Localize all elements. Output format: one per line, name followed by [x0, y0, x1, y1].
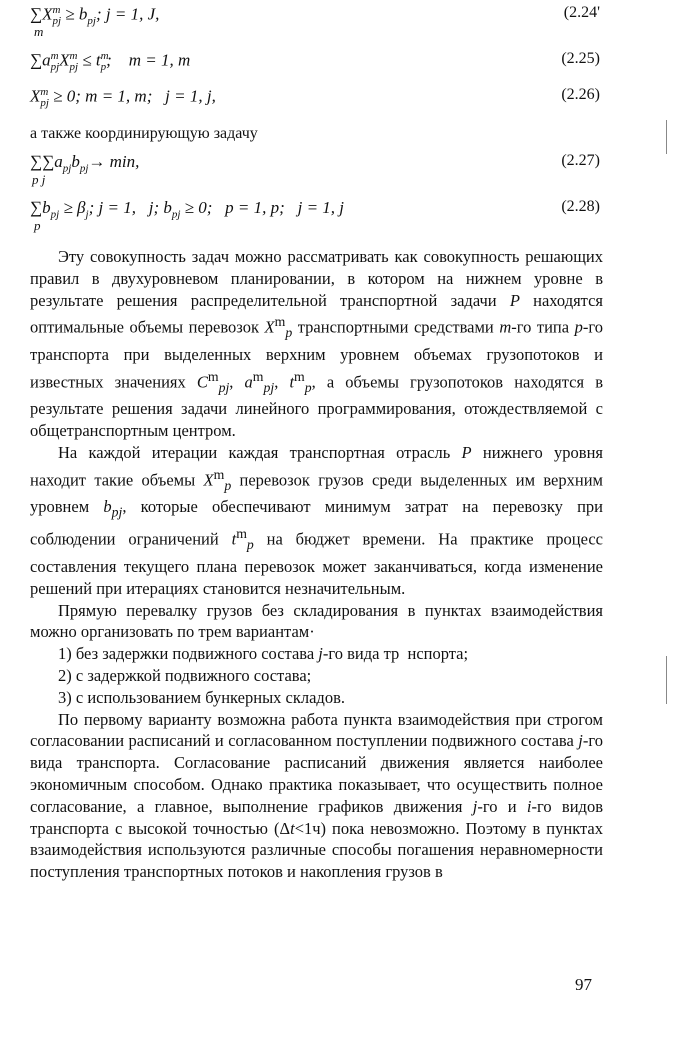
scan-margin-line [666, 120, 667, 154]
equation-under-index: m [34, 24, 44, 39]
equation-2-27 [30, 152, 600, 187]
list-item: 1) без задержки подвижного состава j-го вида тр нспорта; [58, 644, 469, 664]
equation-formula: $\sum b_{pj} \ge \beta_j$; j = 1, j; $b_{pj} \ge 0$; p = 1, p; j = 1, j [30, 198, 345, 221]
equation-2-28 [30, 198, 600, 233]
paragraph-1: Эту совокупность задач можно рассматривать как совокупность решающих правил в двухуровневом планировании, в котором на нижнем уровне в результате решения распределительной транспортной задачи P находятся оптимальные объемы перевозок $X^m_p$ транспортными средствами m-го типа p-го транспорта при выделенных верхним уровнем объемах грузопотоков и известных значениях $C^m_{pj}$, $a^m_{pj}$, $t^m_p$, а объемы грузопотоков находятся в результате решения задачи линейного программирования, отождествляемой с общетранспортным центром. [30, 247, 604, 441]
list-item: 3) с использованием бункерных складов. [58, 687, 345, 707]
equation-number: (2.26) [561, 86, 600, 103]
list-item: 2) с задержкой подвижного состава; [58, 666, 312, 686]
paragraph-4: По первому варианту возможна работа пункта взаимодействия при строгом согласовании расписаний и согласованном поступлении подвижного состава j-го вида транспорта. Согласование расписаний движения является наиболее экономичным способом. Однако практика показывает, что осуществить полное согласование, а главное, выполнение графиков движения j-го и i-го видов транспорта с высокой точностью (Δt<1ч) пока невозможно. Поэтому в пунктах взаимодействия используются различные способы погашения неравномерности поступления транспортных потоков и накопления грузов в [30, 709, 604, 882]
equation-formula: $X^m_{pj} \ge 0$; m = 1, m; j = 1, j, [30, 86, 216, 110]
body-text [30, 246, 603, 883]
equation-number: (2.28) [561, 198, 600, 215]
equation-2-26 [30, 86, 600, 112]
equation-number: (2.24' [563, 4, 600, 21]
scan-margin-line [666, 656, 667, 704]
page-number: 97 [575, 975, 592, 994]
equation-formula: $\sum a^m_{pj}X^m_{pj} \le t^m_p$; m = 1, m [30, 50, 191, 74]
paragraph-2: На каждой итерации каждая транспортная отрасль P нижнего уровня находит такие объемы $X^m_p$ перевозок грузов среди выделенных им верхним уровнем $b_{pj}$, которые обеспечивают минимум затрат на перевозку при соблюдении ограничений $t^m_p$ на бюджет времени. На практике процесс составления текущего плана перевозок может заканчиваться, когда изменение решений при итерациях становится незначительным. [30, 442, 603, 598]
equation-number: (2.27) [561, 152, 600, 169]
equation-number: (2.25) [561, 50, 600, 67]
equation-under-index: p [34, 218, 41, 233]
equation-2-25 [30, 50, 600, 76]
equation-formula: $\sum\sum a_{pj}b_{pj}\to \min$, [30, 152, 140, 175]
paragraph-3: Прямую перевалку грузов без складирования в пунктах взаимодействия можно организовать по трем вариантам· [30, 600, 603, 642]
equation-formula: $\sum X^m_{pj} \ge b_{pj}$; j = 1, J, [30, 4, 160, 28]
equation-2-24 [30, 4, 600, 39]
equation-under-index: p j [32, 172, 46, 187]
intro-text: а также координирующую задачу [30, 125, 258, 142]
